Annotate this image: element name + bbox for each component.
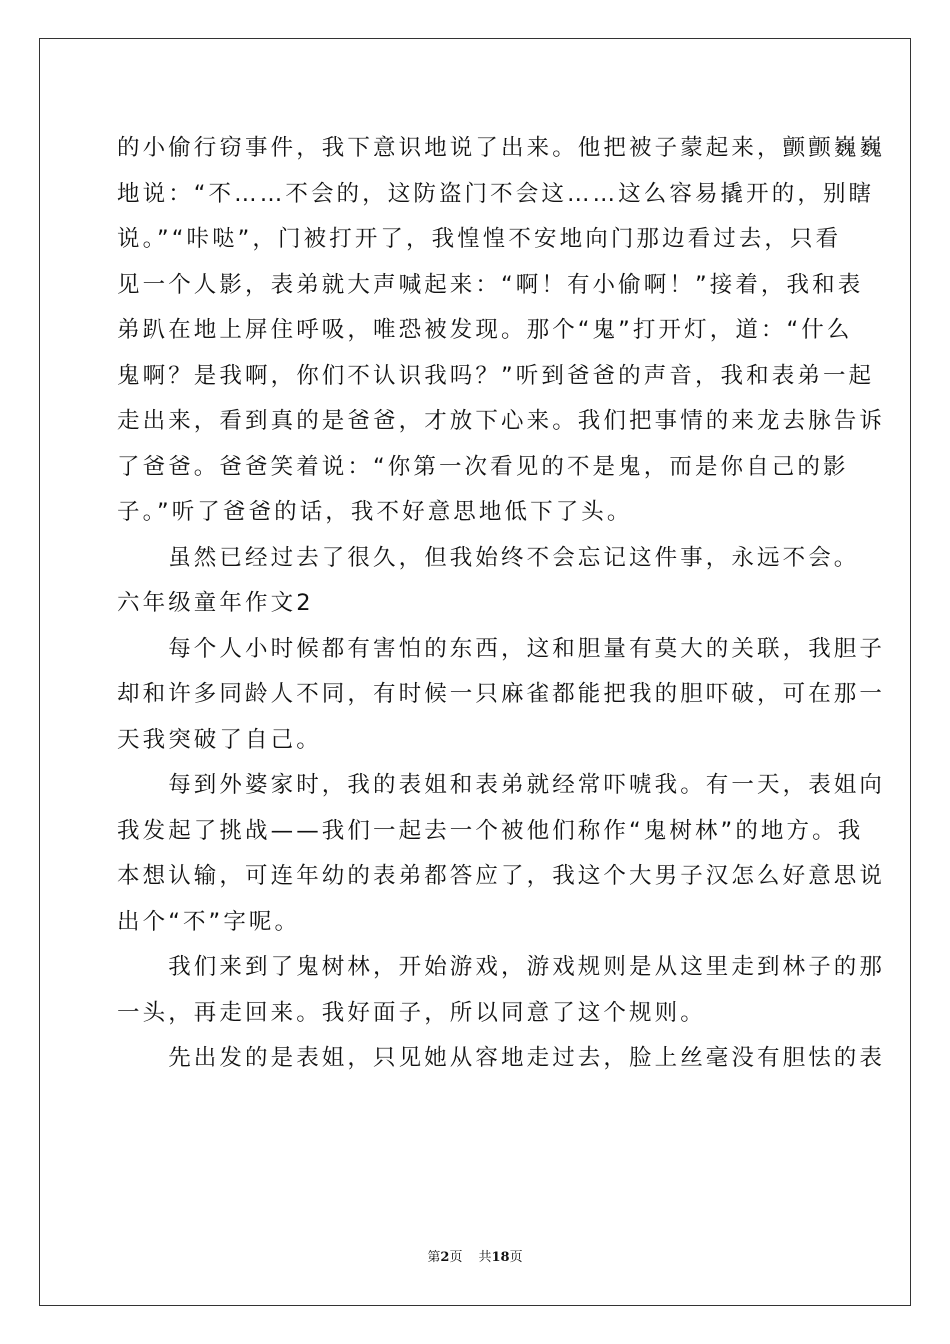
text-line: 一头，再走回来。我好面子，所以同意了这个规则。 xyxy=(117,999,706,1026)
total-prefix: 共 xyxy=(478,1250,492,1265)
page-current: 2 xyxy=(440,1250,450,1265)
text-line: 我发起了挑战——我们一起去一个被他们称作“鬼树林”的地方。我 xyxy=(117,817,864,844)
page-word: 页 xyxy=(449,1250,463,1265)
text-line: 鬼啊？是我啊，你们不认识我吗？”听到爸爸的声音，我和表弟一起 xyxy=(117,362,875,389)
page-prefix: 第 xyxy=(427,1250,441,1265)
text-line: 每到外婆家时，我的表姐和表弟就经常吓唬我。有一天，表姐向 xyxy=(117,772,886,798)
text-line: 说。”“咔哒”，门被打开了，我惶惶不安地向门那边看过去，只看 xyxy=(117,226,842,252)
text-line: 见一个人影，表弟就大声喊起来：“啊！有小偷啊！”接着，我和表 xyxy=(117,271,864,298)
text-line: 地说：“不……不会的，这防盗门不会这……这么容易撬开的，别瞎 xyxy=(117,180,875,207)
text-line: 我们来到了鬼树林，开始游戏，游戏规则是从这里走到林子的那 xyxy=(117,954,886,980)
page-footer xyxy=(0,1246,950,1265)
text-line: 弟趴在地上屏住呼吸，唯恐被发现。那个“鬼”打开灯，道：“什么 xyxy=(117,317,853,343)
text-line: 了爸爸。爸爸笑着说：“你第一次看见的不是鬼，而是你自己的影 xyxy=(117,453,849,480)
text-line: 天我突破了自己。 xyxy=(117,726,322,753)
text-line: 本想认输，可连年幼的表弟都答应了，我这个大男子汉怎么好意思说 xyxy=(117,863,886,889)
document-body xyxy=(117,126,886,1082)
text-line: 出个“不”字呢。 xyxy=(117,908,301,935)
total-suffix: 页 xyxy=(509,1250,523,1265)
text-line: 却和许多同龄人不同，有时候一只麻雀都能把我的胆吓破，可在那一 xyxy=(117,681,886,707)
text-line: 走出来，看到真的是爸爸，才放下心来。我们把事情的来龙去脉告诉 xyxy=(117,408,886,434)
page-total: 18 xyxy=(491,1250,510,1265)
text-line: 的小偷行窃事件，我下意识地说了出来。他把被子蒙起来，颤颤巍巍 xyxy=(117,135,886,161)
text-line: 先出发的是表姐，只见她从容地走过去，脸上丝毫没有胆怯的表 xyxy=(117,1045,886,1071)
text-line: 子。”听了爸爸的话，我不好意思地低下了头。 xyxy=(117,499,633,525)
section-heading: 六年级童年作文2 xyxy=(117,590,314,616)
text-line: 虽然已经过去了很久，但我始终不会忘记这件事，永远不会。 xyxy=(117,544,860,571)
text-line: 每个人小时候都有害怕的东西，这和胆量有莫大的关联，我胆子 xyxy=(117,635,886,662)
